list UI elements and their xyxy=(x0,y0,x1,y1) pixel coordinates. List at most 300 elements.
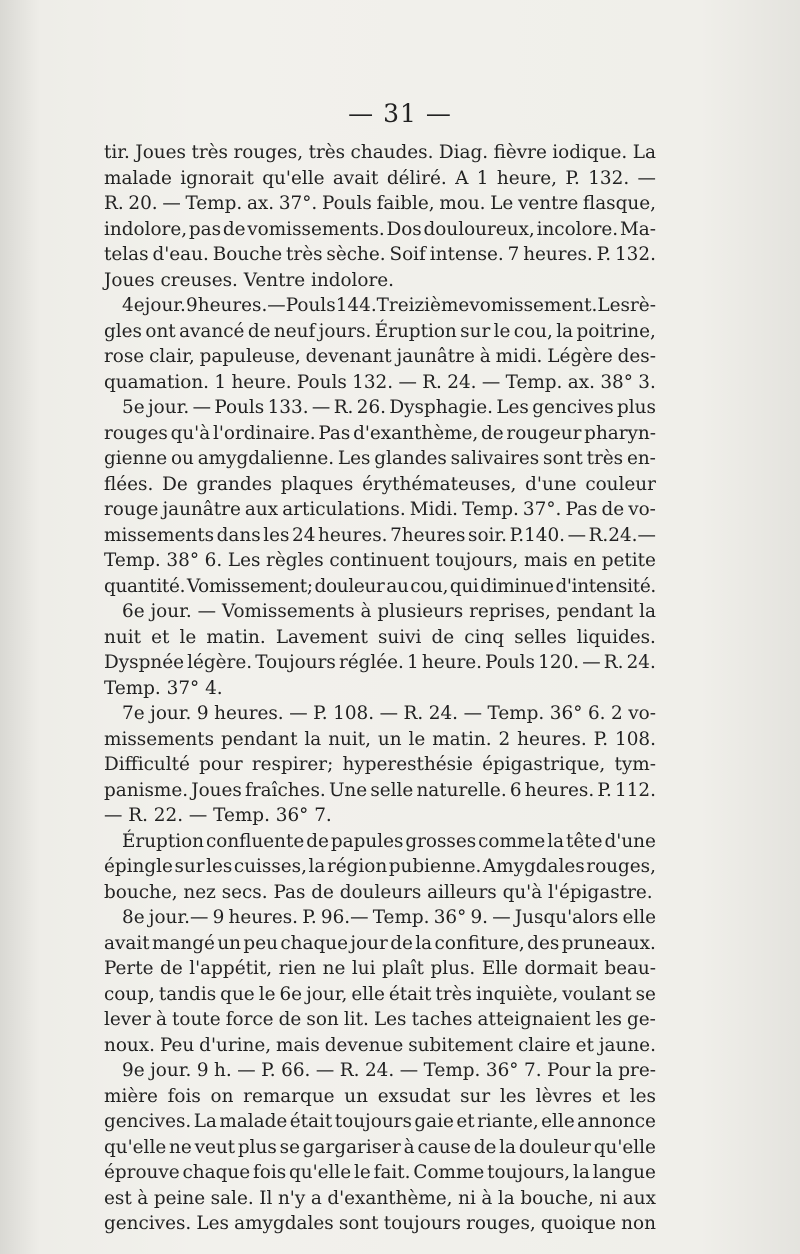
word: 26. xyxy=(356,397,387,418)
word: heure. xyxy=(421,652,482,673)
word: Pouls xyxy=(485,652,535,673)
word: heures. xyxy=(214,703,284,724)
word: que xyxy=(220,983,255,1005)
word: lever xyxy=(104,1009,151,1030)
word: lèvres xyxy=(535,1085,593,1107)
word: petite xyxy=(601,550,656,571)
word: — xyxy=(492,907,511,928)
word: la xyxy=(304,728,322,750)
word: toute xyxy=(172,1009,221,1030)
word: 1 xyxy=(407,652,419,673)
word: heures. xyxy=(523,244,593,265)
word: Pas xyxy=(273,881,312,903)
word: gencives. xyxy=(104,1111,192,1132)
text-line xyxy=(104,599,656,625)
text-line xyxy=(104,293,656,319)
word: les xyxy=(263,524,290,546)
word: — xyxy=(289,703,308,724)
word: jour. xyxy=(144,295,186,316)
word: rougeur xyxy=(506,422,582,444)
word: a xyxy=(310,1187,322,1209)
word: cause xyxy=(417,1136,471,1158)
word: heures. xyxy=(524,779,595,801)
word: jour xyxy=(350,932,388,954)
word: chaudes. xyxy=(350,142,434,163)
word: douleur xyxy=(314,575,385,597)
word: tir. xyxy=(104,142,130,163)
text-line xyxy=(104,650,656,676)
word: mangé xyxy=(152,932,215,954)
text-line xyxy=(104,166,656,192)
word: jaunâtre xyxy=(162,499,241,520)
word: 4. xyxy=(205,677,223,699)
word: douleur xyxy=(518,1136,591,1158)
word: à xyxy=(155,1009,167,1030)
text-line xyxy=(104,676,656,702)
text-line xyxy=(104,421,656,447)
word: — xyxy=(398,371,417,393)
word: matin. xyxy=(432,728,492,750)
word: jour.— xyxy=(148,907,209,928)
text-line xyxy=(104,1109,656,1135)
word: — xyxy=(192,397,211,418)
word: Pouls xyxy=(296,371,347,393)
text-line xyxy=(104,242,656,268)
word: noux. xyxy=(104,1034,155,1056)
text-line xyxy=(104,956,656,982)
word: — xyxy=(637,167,656,189)
word: Peu xyxy=(159,1034,195,1056)
text-line xyxy=(104,574,656,600)
word: Pouls xyxy=(285,295,336,316)
word: devenue xyxy=(324,1034,404,1056)
text-line xyxy=(104,191,656,217)
word: — xyxy=(315,1060,335,1081)
word: 36° xyxy=(433,907,467,928)
word: 132. xyxy=(588,167,630,189)
word: très xyxy=(191,142,228,163)
word: 4e xyxy=(122,295,145,316)
word: pas xyxy=(188,218,222,240)
word: 2 xyxy=(498,728,511,750)
word: salivaires xyxy=(450,448,540,469)
word: en- xyxy=(626,448,656,469)
word: jour. xyxy=(150,1060,192,1081)
text-line xyxy=(104,880,656,906)
word: 5e xyxy=(122,397,145,418)
word: P. xyxy=(261,1060,276,1081)
word: indolore. xyxy=(310,269,395,291)
word: pharyn- xyxy=(584,422,656,444)
word: P. xyxy=(313,703,328,724)
word: panisme. xyxy=(104,779,189,801)
word: région xyxy=(326,856,388,877)
word: coup, xyxy=(104,983,155,1005)
word: les xyxy=(595,1009,622,1030)
word: de xyxy=(431,626,455,648)
word: — xyxy=(582,652,601,673)
word: Jusqu'alors xyxy=(514,907,619,928)
word: 8e xyxy=(122,907,145,928)
word: pour xyxy=(199,754,243,775)
word: plusieurs xyxy=(377,601,464,622)
word: d'eau. xyxy=(152,244,209,265)
word: 144.Treizième xyxy=(335,295,470,316)
word: d'exanthème, xyxy=(353,422,479,444)
word: heure, xyxy=(496,167,557,189)
word: R. xyxy=(333,397,354,418)
word: comme xyxy=(478,830,546,852)
word: — xyxy=(463,703,482,724)
word: d'une xyxy=(604,830,656,852)
word: Éruption xyxy=(122,830,205,852)
word: d'exanthème, xyxy=(327,1187,453,1209)
word: Ventre xyxy=(243,269,311,291)
word: 37°. xyxy=(522,499,562,520)
word: plaques xyxy=(280,473,354,495)
word: ne xyxy=(169,1136,192,1158)
word: l'ordinaire. xyxy=(212,422,316,444)
word: 6e xyxy=(279,983,303,1005)
word: heure. xyxy=(231,371,292,393)
word: toujours, xyxy=(487,1162,571,1183)
word: tandis xyxy=(158,983,217,1005)
word: qu'elle xyxy=(593,1136,656,1158)
word: De xyxy=(162,473,188,495)
word: ax. xyxy=(567,371,595,393)
word: des xyxy=(527,932,560,954)
word: aux xyxy=(244,499,279,520)
word: et xyxy=(456,1111,475,1132)
word: Temp. xyxy=(213,805,276,826)
word: Pouls xyxy=(321,193,372,214)
word: pre- xyxy=(618,1060,656,1081)
word: gaie xyxy=(414,1111,454,1132)
word: — xyxy=(197,601,216,622)
word: 120. xyxy=(538,652,580,673)
word: épigastrique, xyxy=(482,754,606,775)
word: pendant xyxy=(221,728,298,750)
word: 66. xyxy=(281,1060,311,1081)
word: taches xyxy=(411,1009,473,1030)
word: le xyxy=(258,983,276,1005)
word: à xyxy=(403,1136,415,1158)
word: de xyxy=(306,830,329,852)
word: Éruption xyxy=(374,320,457,342)
word: midi. xyxy=(495,346,543,367)
word: glandes xyxy=(374,448,447,469)
word: fois xyxy=(167,1085,201,1107)
word: douloureux, xyxy=(423,218,535,240)
word: — xyxy=(188,805,214,826)
word: réglée. xyxy=(338,652,404,673)
word: 9 xyxy=(196,703,209,724)
word: 7e xyxy=(122,703,145,724)
word: qu'à xyxy=(170,422,211,444)
word: mais xyxy=(523,550,568,571)
word: rouges, xyxy=(233,142,304,163)
word: épingle xyxy=(104,856,173,877)
word: rouges, xyxy=(466,1213,536,1234)
word: 22. xyxy=(153,805,189,826)
word: très xyxy=(586,448,624,469)
word: Il xyxy=(259,1187,273,1209)
word: heures. xyxy=(228,907,299,928)
word: rè- xyxy=(630,295,656,316)
word: Dos xyxy=(386,218,422,240)
word: ni xyxy=(458,1187,476,1209)
word: cinq xyxy=(464,626,505,648)
word: vomissements. xyxy=(247,218,385,240)
word: amygdalienne. xyxy=(197,448,335,469)
word: 133. xyxy=(267,397,309,418)
word: tym- xyxy=(614,754,656,775)
word: 132. xyxy=(614,244,656,265)
text-line xyxy=(104,1135,656,1161)
word: Difficulté xyxy=(104,754,190,775)
word: était xyxy=(388,983,432,1005)
word: grandes xyxy=(196,473,272,495)
word: continuent xyxy=(329,550,430,571)
word: toujours xyxy=(383,1213,461,1234)
word: la xyxy=(595,1060,613,1081)
word: un xyxy=(377,728,402,750)
word: toujours, xyxy=(435,550,519,571)
word: plaît xyxy=(382,958,424,979)
word: peine xyxy=(153,1187,206,1209)
word: se xyxy=(279,1136,300,1158)
word: d'intensité. xyxy=(555,575,656,597)
word: Les xyxy=(196,1213,229,1234)
word: Les xyxy=(227,550,261,571)
word: Joues xyxy=(104,269,161,291)
word: la xyxy=(556,320,574,342)
word: la xyxy=(572,1162,590,1183)
word: Temp. xyxy=(104,550,161,571)
word: le xyxy=(408,728,426,750)
text-line xyxy=(104,1186,656,1212)
word: 96.— xyxy=(320,907,369,928)
word: 1 xyxy=(476,167,489,189)
text-line xyxy=(104,905,656,931)
word: flées. xyxy=(104,473,154,495)
word: Diag. xyxy=(438,142,489,163)
text-line xyxy=(104,829,656,855)
text-line xyxy=(104,727,656,753)
word: pruneaux. xyxy=(561,932,656,954)
word: claire xyxy=(517,1034,571,1056)
word: pendant xyxy=(556,601,634,622)
word: malade xyxy=(219,1111,288,1132)
word: 3. xyxy=(638,371,656,393)
word: confiture, xyxy=(434,932,525,954)
word: plus xyxy=(237,1136,277,1158)
word: — xyxy=(379,703,399,724)
text-line xyxy=(104,982,656,1008)
word: jours. xyxy=(318,320,372,342)
word: un xyxy=(344,1085,368,1107)
word: Temp. xyxy=(505,371,563,393)
word: aux xyxy=(622,1187,656,1209)
word: P.140. xyxy=(509,524,566,546)
word: 9 xyxy=(185,295,198,316)
word: P. xyxy=(302,907,317,928)
word: Les xyxy=(496,397,529,418)
word: — xyxy=(104,805,129,826)
word: 108. xyxy=(333,703,375,724)
word: règles xyxy=(266,550,324,571)
word: avait xyxy=(104,932,150,954)
word: soir. xyxy=(468,524,508,546)
word: de xyxy=(311,881,340,903)
word: avait xyxy=(332,167,379,189)
word: Vomissements xyxy=(221,601,355,622)
word: avancé xyxy=(179,320,245,342)
word: Vomissement; xyxy=(186,575,313,597)
word: l'épigastre. xyxy=(548,881,653,903)
word: 24. xyxy=(447,371,477,393)
word: fois xyxy=(252,1162,287,1183)
word: missements xyxy=(104,728,215,750)
word: Pas xyxy=(318,422,351,444)
text-line xyxy=(104,1084,656,1110)
word: respirer; xyxy=(251,754,334,775)
word: Légère xyxy=(547,346,613,367)
text-line xyxy=(104,701,656,727)
word: R. xyxy=(104,193,124,214)
word: légère. xyxy=(187,652,253,673)
word: rouges, xyxy=(586,856,656,877)
word: éprouve xyxy=(104,1162,180,1183)
word: en xyxy=(573,550,597,571)
text-line xyxy=(104,217,656,243)
text-line xyxy=(104,1160,656,1186)
word: Amygdales xyxy=(482,856,585,877)
word: sèche. xyxy=(326,244,386,265)
word: ax. xyxy=(246,193,275,214)
word: telas xyxy=(104,244,149,265)
word: de xyxy=(222,218,246,240)
word: veut xyxy=(194,1136,236,1158)
word: elle xyxy=(622,907,656,928)
word: faible, xyxy=(376,193,435,214)
word: vomissement. xyxy=(469,295,598,316)
text-line xyxy=(104,625,656,651)
word: Pas xyxy=(565,499,598,520)
word: remarque xyxy=(243,1085,335,1107)
word: qu'elle xyxy=(288,1162,352,1183)
word: nez xyxy=(183,881,222,903)
word: 6. xyxy=(204,550,223,571)
word: Temp. xyxy=(185,193,243,214)
word: iodique. xyxy=(552,142,628,163)
word: intense. xyxy=(429,244,504,265)
word: qu'à xyxy=(502,881,549,903)
word: 7. xyxy=(314,805,332,826)
word: jour. xyxy=(147,397,190,418)
word: chaque xyxy=(280,932,348,954)
word: jour. xyxy=(150,601,192,622)
word: de xyxy=(278,1009,302,1030)
word: 36° xyxy=(485,1060,519,1081)
word: papules xyxy=(330,830,404,852)
word: Elle xyxy=(481,958,518,979)
word: — xyxy=(481,371,501,393)
text-line xyxy=(104,370,656,396)
word: Midi. xyxy=(409,499,458,520)
word: et xyxy=(601,1085,621,1107)
word: lui xyxy=(351,958,376,979)
word: 7heures xyxy=(390,524,466,546)
word: elle xyxy=(351,983,385,1005)
word: dormait xyxy=(524,958,598,979)
word: mière xyxy=(104,1085,158,1107)
word: à xyxy=(481,1187,493,1209)
word: 24 xyxy=(292,524,316,546)
word: 24. xyxy=(428,703,459,724)
text-line xyxy=(104,803,656,829)
word: des- xyxy=(617,346,656,367)
word: grosses xyxy=(405,830,477,852)
word: chaque xyxy=(182,1162,251,1183)
word: R. xyxy=(603,652,624,673)
word: la xyxy=(499,1136,517,1158)
word: R. xyxy=(339,1060,360,1081)
word: très xyxy=(286,244,323,265)
word: et xyxy=(575,1034,594,1056)
word: le xyxy=(179,626,197,648)
word: A xyxy=(455,167,469,189)
text-line xyxy=(104,268,656,294)
word: de xyxy=(247,320,271,342)
word: d'urine, xyxy=(199,1034,272,1056)
word: gencives xyxy=(532,397,614,418)
word: 37° xyxy=(166,677,206,699)
word: cuisses, xyxy=(233,856,307,877)
word: le xyxy=(354,1162,371,1183)
text-line xyxy=(104,752,656,778)
word: 132. xyxy=(352,371,394,393)
word: 24. xyxy=(626,652,656,673)
word: Temp. xyxy=(104,677,167,699)
word: — xyxy=(567,524,586,546)
word: un xyxy=(217,932,242,954)
word: 2 xyxy=(611,703,623,724)
word: nuit, xyxy=(328,728,371,750)
word: 7 xyxy=(507,244,520,265)
word: secs. xyxy=(221,881,274,903)
word: se xyxy=(635,983,656,1005)
word: articulations. xyxy=(282,499,406,520)
word: inquiète, xyxy=(475,983,559,1005)
word: et xyxy=(151,626,170,648)
word: 108. xyxy=(615,728,656,750)
word: rouges xyxy=(104,422,168,444)
word: hyperesthésie xyxy=(342,754,473,775)
word: Temp. xyxy=(423,1060,481,1081)
word: Ma- xyxy=(619,218,656,240)
word: sur xyxy=(174,856,205,877)
word: la xyxy=(415,932,433,954)
word: Les xyxy=(597,295,630,316)
word: 9. xyxy=(470,907,489,928)
word: déliré. xyxy=(386,167,447,189)
word: Le xyxy=(490,193,514,214)
word: 9 xyxy=(212,907,225,928)
word: riante, xyxy=(477,1111,539,1132)
word: voulant xyxy=(562,983,632,1005)
word: on xyxy=(210,1085,234,1107)
